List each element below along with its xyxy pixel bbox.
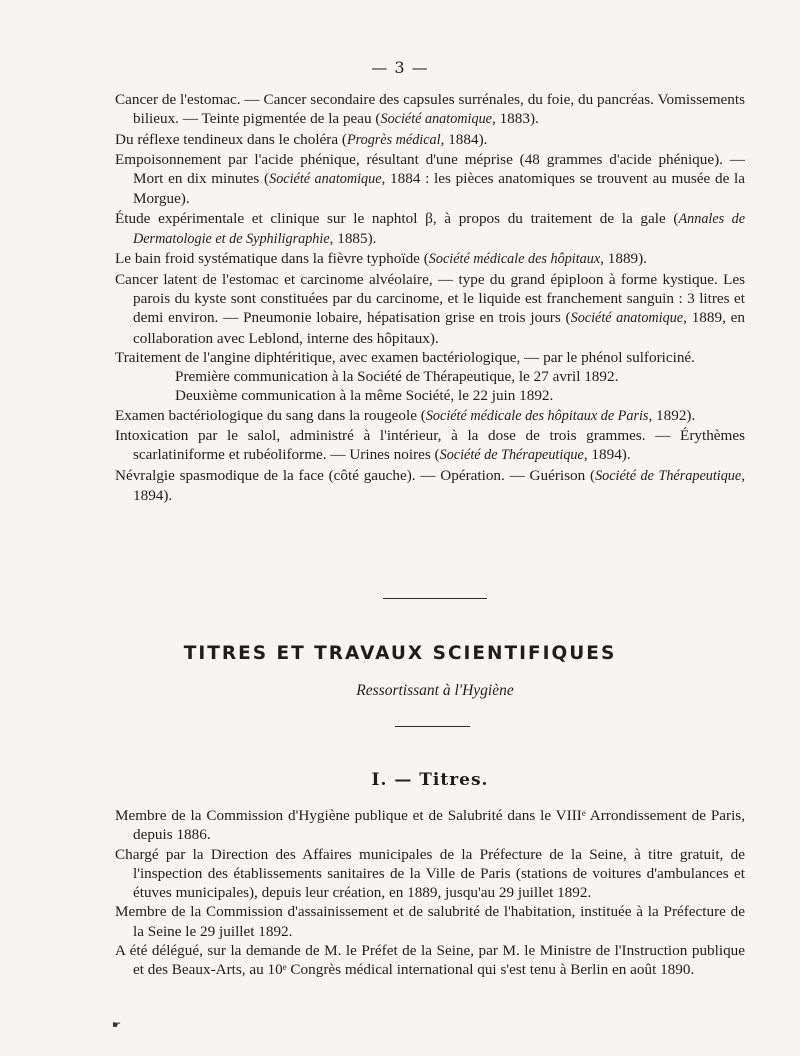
work-entry: Le bain froid systématique dans la fièvre typhoïde (Société médicale des hôpitaux, 1889). (115, 250, 647, 268)
title-entry: Membre de la Commission d'Hygiène publique et de Salubrité dans le VIIIᵉ Arrondissement de Paris, depuis 1886. (115, 807, 745, 844)
works-list (115, 90, 745, 505)
work-entry: Névralgie spasmodique de la face (côté gauche). — Opération. — Guérison (Société de Thérapeutique, 1894). (115, 466, 745, 504)
work-entry: Cancer de l'estomac. — Cancer secondaire des capsules surrénales, du foie, du pancréas. Vomissements bilieux. — Teinte pigmentée de la peau (Société anatomique, 1883). (115, 91, 745, 128)
title-entry: Chargé par la Direction des Affaires municipales de la Préfecture de la Seine, à titre gratuit, de l'inspection des établissements sanitaires de la Ville de Paris (stations de voitures d'ambulances et étuves municipales), depuis leur création, en 1889, jusqu'au 29 juillet 1892. (115, 845, 745, 902)
work-entry: Examen bactériologique du sang dans la rougeole (Société médicale des hôpitaux de Paris, 1892). (115, 406, 696, 424)
work-entry: Traitement de l'angine diphtéritique, avec examen bactériologique, — par le phénol sulforiciné. (115, 348, 695, 366)
work-entry: Empoisonnement par l'acide phénique, résultant d'une méprise (48 grammes d'acide phénique). — Mort en dix minutes (Société anatomique, 1884 : les pièces anatomiques se trouvent au musée de la Morgue). (115, 150, 746, 208)
work-entry: Étude expérimentale et clinique sur le naphtol β, à propos du traitement de la gale (Annales de Dermatologie et de Syphiligraphie, 1885). (115, 209, 745, 248)
title-entry: Membre de la Commission d'assainissement et de salubrité de l'habitation, instituée à la Préfecture de la Seine le 29 juillet 1892. (115, 903, 745, 940)
footer-mark: ☛ (112, 1020, 121, 1031)
work-sub-entry: Première communication à la Société de Thérapeutique, le 27 avril 1892. (175, 368, 619, 386)
work-sub-entry: Deuxième communication à la même Société, le 22 juin 1892. (175, 387, 554, 405)
section-subheading: Ressortissant à l'Hygiène (356, 682, 514, 699)
work-entry: Intoxication par le salol, administré à l'intérieur, à la dose de trois grammes. — Érythèmes scarlatiniforme et rubéoliforme. — Urines noires (Société de Thérapeutique, 1894). (115, 427, 745, 464)
page-number: — 3 — (371, 58, 429, 77)
subsection-heading: I. — Titres. (371, 770, 489, 790)
section-heading: TITRES ET TRAVAUX SCIENTIFIQUES (183, 643, 617, 664)
title-entry: A été délégué, sur la demande de M. le Préfet de la Seine, par M. le Ministre de l'Instruction publique et des Beaux-Arts, au 10ᵉ Congrès médical international qui s'est tenu à Berlin en août 1890. (115, 942, 745, 979)
work-entry: Cancer latent de l'estomac et carcinome alvéolaire, — type du grand épiploon à forme kystique. Les parois du kyste sont constituées par du carcinome, et le liquide est franchement sanguin : 3 litres et demi environ. — Pneumonie lobaire, hépatisation grise en trois jours (Société anatomique, 1889, en collaboration avec Leblond, interne des hôpitaux). (115, 270, 745, 347)
divider-rule (383, 598, 487, 599)
work-entry: Du réflexe tendineux dans le choléra (Progrès médical, 1884). (115, 130, 488, 148)
divider-rule (395, 726, 470, 727)
titles-list (115, 806, 745, 980)
